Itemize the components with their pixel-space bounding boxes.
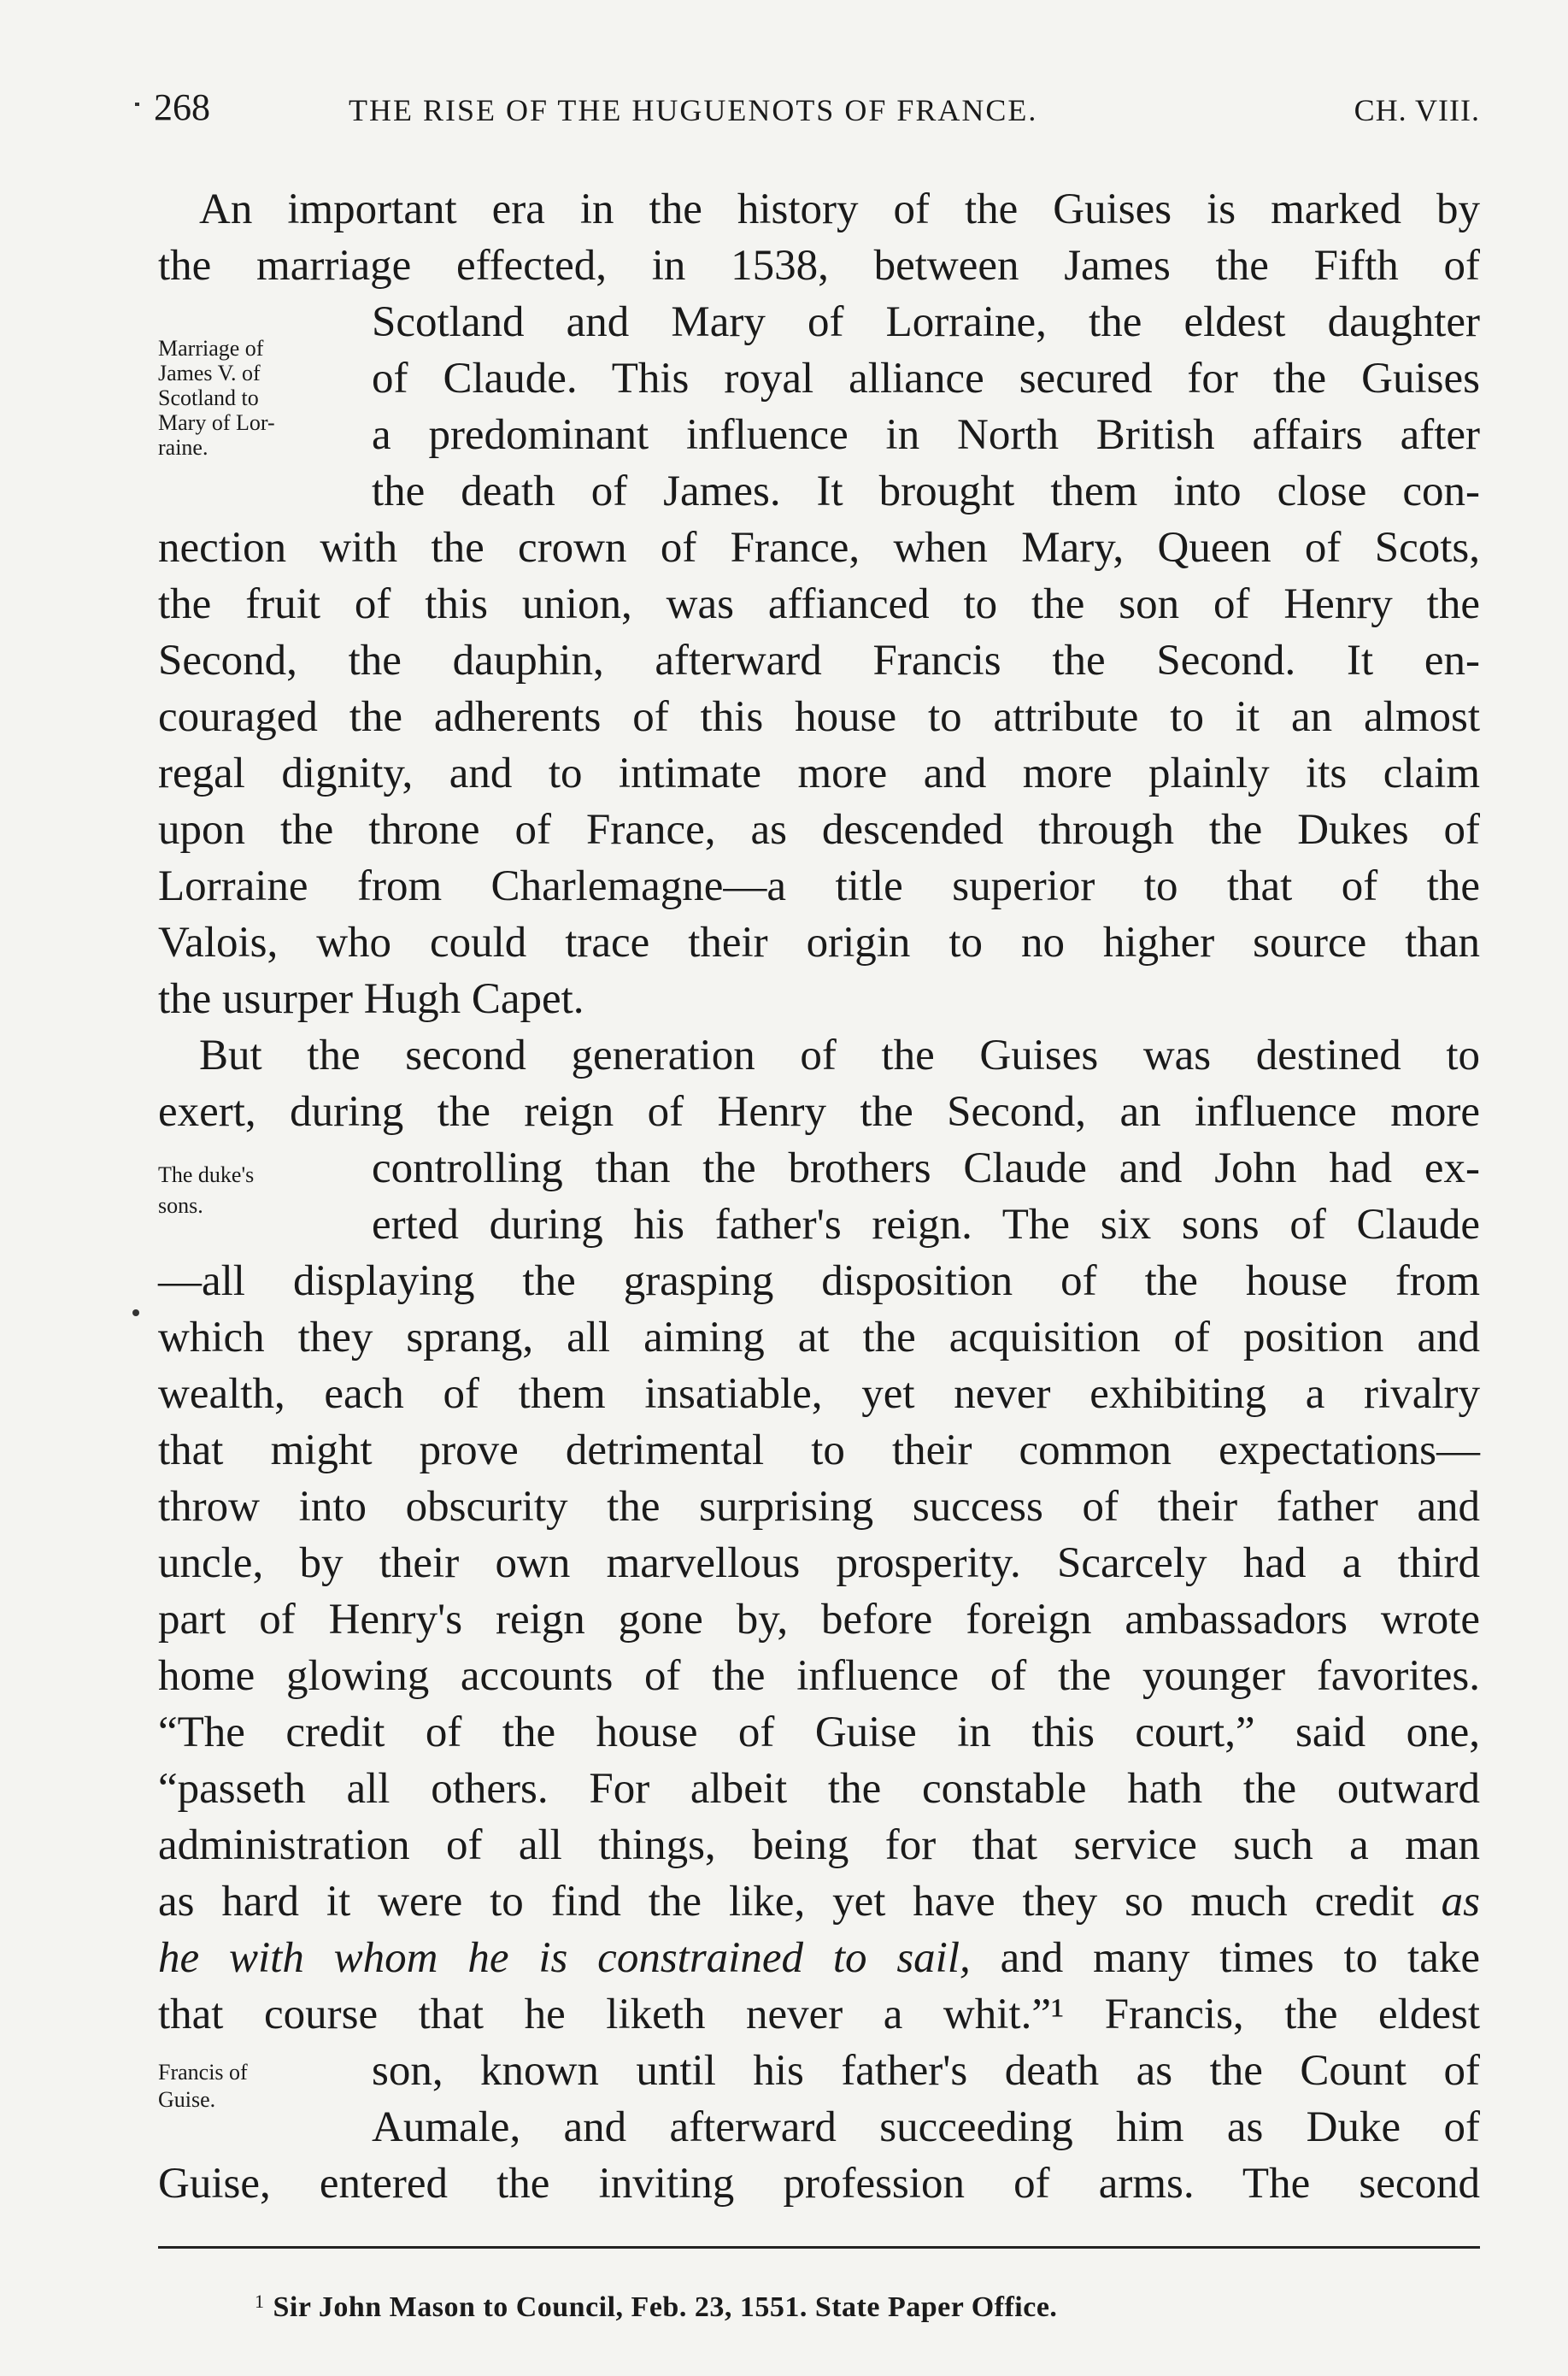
margin-note: James V. of (158, 361, 261, 385)
text-line: the usurper Hugh Capet. (158, 975, 584, 1023)
margin-note: The duke's (158, 1162, 255, 1187)
footnote (255, 2291, 1057, 2324)
text-line: throw into obscurity the surprising success of their father and (158, 1483, 1480, 1531)
text-line: Lorraine from Charlemagne—a title superior to that of the (158, 862, 1480, 910)
italic-quote: he with whom he is constrained to sail, (158, 1934, 971, 1982)
footnote-text: Sir John Mason to Council, Feb. 23, 1551. State Paper Office. (273, 2291, 1058, 2323)
margin-note: Scotland to (158, 385, 259, 410)
text-line: “passeth all others. For albeit the constable hath the outward (158, 1765, 1480, 1813)
text-segment: and many times to take (1000, 1934, 1481, 1982)
text-segment: as hard it were to find the like, yet have they so much credit (158, 1878, 1414, 1926)
text-line: “The credit of the house of Guise in this court,” said one, (158, 1708, 1480, 1756)
footnote-mark: 1 (255, 2291, 265, 2312)
text-line: the marriage effected, in 1538, between James the Fifth of (158, 242, 1480, 290)
margin-note: Marriage of (158, 336, 264, 361)
italic-quote: as (1441, 1878, 1481, 1926)
text-line: which they sprang, all aiming at the acquisition of position and (158, 1314, 1480, 1361)
margin-note: raine. (158, 435, 208, 460)
text-line (158, 1930, 1480, 1986)
text-line: exert, during the reign of Henry the Second, an influence more (158, 1088, 1480, 1136)
text-line: Valois, who could trace their origin to no higher source than (158, 919, 1480, 967)
page-number: 268 (154, 86, 210, 128)
text-line: administration of all things, being for that service such a man (158, 1821, 1480, 1869)
margin-note: Mary of Lor- (158, 410, 275, 435)
text-line: upon the throne of France, as descended through the Dukes of (158, 806, 1480, 854)
text-line (158, 1873, 1480, 1930)
text-line: son, known until his father's death as the Count of (372, 2047, 1480, 2095)
text-line: wealth, each of them insatiable, yet never exhibiting a rivalry (158, 1370, 1480, 1418)
text-line: a predominant influence in North British affairs after (372, 411, 1480, 459)
text-line: home glowing accounts of the influence of the younger favorites. (158, 1652, 1480, 1700)
running-header (154, 84, 1480, 135)
text-line: part of Henry's reign gone by, before foreign ambassadors wrote (158, 1596, 1480, 1644)
text-line: couraged the adherents of this house to attribute to it an almost (158, 693, 1480, 741)
margin-tick-mark (135, 103, 139, 106)
chapter-label: CH. VIII. (1354, 93, 1480, 127)
margin-note: Guise. (158, 2087, 216, 2112)
text-line: Guise, entered the inviting profession of arms. The second (158, 2160, 1480, 2208)
text-line: that course that he liketh never a whit.”¹ Francis, the eldest (158, 1991, 1480, 2038)
footnote-rule (158, 2246, 1480, 2249)
margin-note: Francis of (158, 2060, 248, 2085)
running-title: THE RISE OF THE HUGUENOTS OF FRANCE. (349, 93, 1038, 127)
text-line: controlling than the brothers Claude and John had ex- (372, 1144, 1480, 1192)
text-line: An important era in the history of the Guises is marked by (199, 185, 1480, 233)
text-line: Second, the dauphin, afterward Francis the Second. It en- (158, 637, 1480, 685)
text-line: Scotland and Mary of Lorraine, the eldest daughter (372, 298, 1480, 346)
margin-note: sons. (158, 1193, 203, 1218)
text-line: —all displaying the grasping disposition of the house from (158, 1257, 1480, 1305)
text-line: uncle, by their own marvellous prosperity. Scarcely had a third (158, 1539, 1480, 1587)
text-line: Aumale, and afterward succeeding him as Duke of (372, 2103, 1480, 2151)
text-line: But the second generation of the Guises was destined to (199, 1032, 1480, 1079)
text-line: the fruit of this union, was affianced to the son of Henry the (158, 580, 1480, 628)
text-line: nection with the crown of France, when Mary, Queen of Scots, (158, 524, 1480, 572)
text-line: the death of James. It brought them into close con- (372, 468, 1480, 515)
text-line: regal dignity, and to intimate more and more plainly its claim (158, 750, 1480, 797)
text-line: of Claude. This royal alliance secured for the Guises (372, 355, 1480, 403)
margin-dot-mark (132, 1309, 139, 1316)
text-line: erted during his father's reign. The six sons of Claude (372, 1201, 1480, 1249)
text-line: that might prove detrimental to their common expectations— (158, 1426, 1480, 1474)
